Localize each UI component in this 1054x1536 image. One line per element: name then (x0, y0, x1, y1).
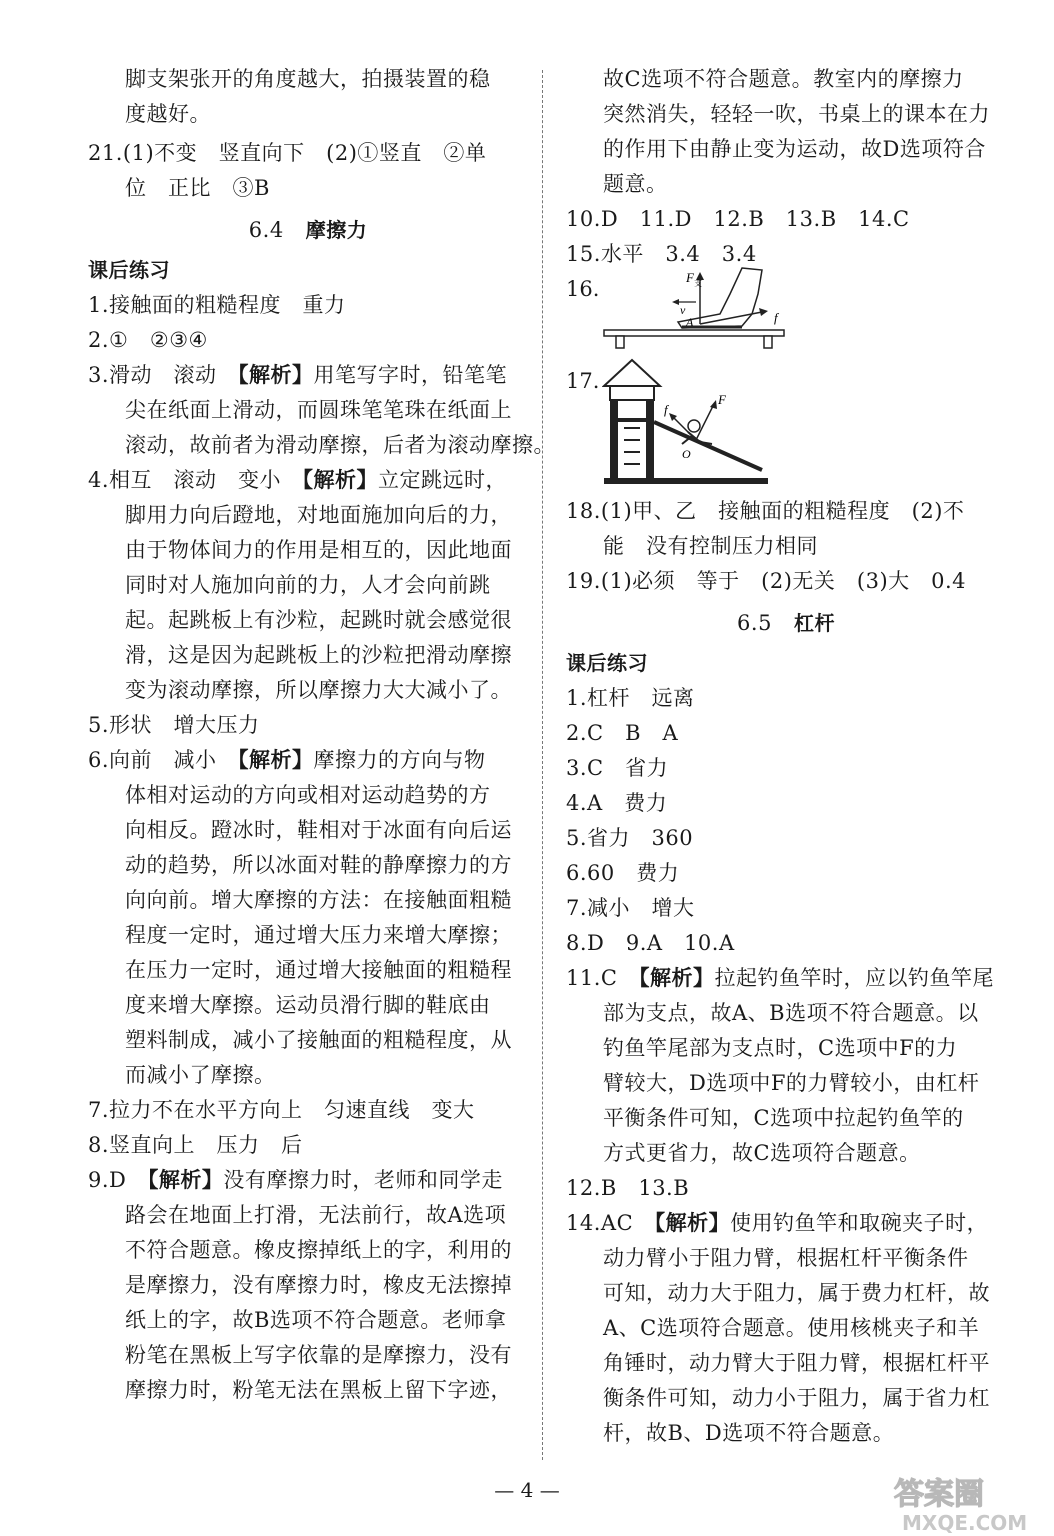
answer-21: 21.(1)不变 竖直向下 (2)①竖直 ②单 (88, 141, 487, 165)
left-column (88, 62, 555, 1408)
velocity-label: v (680, 303, 686, 317)
text-line: 的作用下由静止变为运动，故D选项符合 (603, 137, 986, 161)
answer-text: 用笔写字时，铅笔笔 (313, 363, 508, 387)
slide-surface (654, 422, 762, 470)
answer-text: 6.向前 减小 (88, 748, 239, 772)
slide-tower-top (610, 386, 654, 400)
answer-2: 2.C B A (566, 721, 679, 745)
answer-text: 3.滑动 滚动 (88, 363, 239, 387)
page-number: — 4 — (494, 1478, 560, 1502)
friction-label: f (664, 402, 668, 417)
text-line: 是摩擦力，没有摩擦力时，橡皮无法擦掉 (125, 1273, 512, 1297)
slide-platform (618, 418, 646, 422)
ground (604, 478, 768, 484)
answer-6 (88, 743, 528, 778)
text-line: 脚支架张开的角度越大，拍摄装置的稳 (125, 67, 491, 91)
practice-heading: 课后练习 (88, 258, 170, 282)
answer-4 (88, 463, 528, 498)
answer-12-13: 12.B 13.B (566, 1176, 690, 1200)
point-a-label: A (686, 315, 694, 329)
text-line: 变为滚动摩擦，所以摩擦力大大减小了。 (125, 678, 512, 702)
text-line: 位 正比 ③B (125, 176, 270, 200)
text-line: 平衡条件可知，C选项中拉起钓鱼竿的 (603, 1106, 964, 1130)
answer-15: 15.水平 3.4 3.4 (566, 242, 757, 266)
analysis-tag: 【解析】 (654, 1211, 731, 1235)
answer-4: 4.A 费力 (566, 791, 668, 815)
practice-heading: 课后练习 (566, 651, 648, 675)
answer-text: 使用钓鱼竿和取碗夹子时， (730, 1211, 989, 1235)
analysis-tag: 【解析】 (302, 468, 379, 492)
text-line: 突然消失，轻轻一吹，书桌上的课本在力 (603, 102, 990, 126)
arrow-head (759, 308, 768, 316)
figure-17-label: 17. (566, 369, 600, 393)
bench-top (604, 330, 784, 336)
text-line: 由于物体间力的作用是相互的，因此地面 (125, 538, 512, 562)
text-line: 纸上的字，故B选项不符合题意。老师拿 (125, 1308, 507, 1332)
answer-11 (566, 961, 1006, 996)
force-label: F (718, 392, 726, 407)
analysis-tag: 【解析】 (238, 363, 314, 387)
answer-text: 拉起钓鱼竿时，应以钓鱼竿尾 (714, 966, 994, 990)
section-name: 摩擦力 (305, 218, 368, 242)
text-line: 动力臂小于阻力臂，根据杠杆平衡条件 (603, 1246, 969, 1270)
text-line: 衡条件可知，动力小于阻力，属于省力杠 (603, 1386, 990, 1410)
column-divider (542, 70, 543, 1460)
text-line: 起。起跳板上有沙粒，起跳时就会感觉很 (125, 608, 512, 632)
support-force-label: F (686, 270, 694, 285)
answer-8: 8.竖直向上 压力 后 (88, 1133, 303, 1157)
text-line: 尖在纸面上滑动，而圆珠笔笔珠在纸面上 (125, 398, 512, 422)
answer-text: 14.AC (566, 1211, 655, 1235)
text-line: 程度一定时，通过增大压力来增大摩擦； (125, 923, 512, 947)
text-line: 摩擦力时，粉笔无法在黑板上留下字迹， (125, 1378, 512, 1402)
section-title-6-4 (88, 212, 528, 247)
text-line: 可知，动力大于阻力，属于费力杠杆，故 (603, 1281, 990, 1305)
text-line: 而减小了摩擦。 (125, 1063, 276, 1087)
skater-foot-diagram (602, 264, 792, 360)
right-column (566, 62, 1006, 1451)
figure-16-label: 16. (566, 277, 600, 301)
text-line: 部为支点，故A、B选项不符合题意。以 (603, 1001, 979, 1025)
text-line: 钓鱼竿尾部为支点时，C选项中F的力 (603, 1036, 958, 1060)
analysis-tag: 【解析】 (147, 1168, 224, 1192)
text-line: 度来增大摩擦。运动员滑行脚的鞋底由 (125, 993, 491, 1017)
watermark-text: 答案圈 (894, 1477, 984, 1512)
text-line: 题意。 (603, 172, 668, 196)
friction-label: f (774, 310, 778, 325)
answer-7: 7.减小 增大 (566, 896, 695, 920)
answer-text: 没有摩擦力时，老师和同学走 (223, 1168, 503, 1192)
bench-leg-right (764, 336, 772, 348)
text-line: 臂较大，D选项中F的力臂较小，由杠杆 (603, 1071, 980, 1095)
text-line: 滚动，故前者为滑动摩擦，后者为滚动摩擦。 (125, 433, 555, 457)
section-name: 杠杆 (793, 611, 835, 635)
text-line: 不符合题意。橡皮擦掉纸上的字，利用的 (125, 1238, 512, 1262)
answer-3: 3.C 省力 (566, 756, 669, 780)
answer-19: 19.(1)必须 等于 (2)无关 (3)大 0.4 (566, 569, 967, 593)
arrow-head (672, 299, 679, 305)
support-force-subscript: 支 (694, 279, 702, 288)
answer-8-10: 8.D 9.A 10.A (566, 931, 735, 955)
watermark-url: MXQE.COM (902, 1511, 1028, 1535)
text-line: 向相反。蹬冰时，鞋相对于冰面有向后运 (125, 818, 512, 842)
watermark-logo (880, 1470, 1040, 1536)
text-line: 脚用力向后蹬地，对地面施加向后的力， (125, 503, 512, 527)
text-line: 塑料制成，减小了接触面的粗糙程度，从 (125, 1028, 512, 1052)
answer-7: 7.拉力不在水平方向上 匀速直线 变大 (88, 1098, 475, 1122)
figure-17 (566, 364, 1006, 494)
answer-2: 2.① ②③④ (88, 328, 208, 352)
answer-10-14: 10.D 11.D 12.B 13.B 14.C (566, 207, 910, 231)
child-head (688, 420, 700, 432)
answer-text: 9.D (88, 1168, 148, 1192)
slide-diagram (602, 358, 772, 488)
slide-post-left (610, 400, 618, 480)
text-line: 能 没有控制压力相同 (603, 534, 818, 558)
arrow-head (710, 400, 717, 409)
answer-text: 11.C (566, 966, 639, 990)
text-line: 体相对运动的方向或相对运动趋势的方 (125, 783, 491, 807)
figure-16 (566, 272, 1006, 364)
text-line: 杆，故B、D选项不符合题意。 (603, 1421, 895, 1445)
answer-9 (88, 1163, 528, 1198)
slide-roof (604, 360, 660, 386)
analysis-tag: 【解析】 (638, 966, 715, 990)
answer-5: 5.形状 增大压力 (88, 713, 260, 737)
section-number: 6.4 (248, 218, 284, 242)
answer-text: 摩擦力的方向与物 (313, 748, 486, 772)
answer-14 (566, 1206, 1006, 1241)
text-line: 向向前。增大摩擦的方法：在接触面粗糙 (125, 888, 512, 912)
point-o-label: O (682, 447, 691, 461)
section-title-6-5 (566, 605, 1006, 640)
text-line: 角锤时，动力臂大于阻力臂，根据杠杆平 (603, 1351, 990, 1375)
text-line: 动的趋势，所以冰面对鞋的静摩擦力的方 (125, 853, 512, 877)
text-line: 同时对人施加向前的力，人才会向前跳 (125, 573, 491, 597)
answer-3 (88, 358, 528, 393)
text-line: A、C选项符合题意。使用核桃夹子和羊 (603, 1316, 980, 1340)
answer-5: 5.省力 360 (566, 826, 694, 850)
answer-1: 1.杠杆 远离 (566, 686, 695, 710)
text-line: 故C选项不符合题意。教室内的摩擦力 (603, 67, 964, 91)
analysis-tag: 【解析】 (238, 748, 314, 772)
text-line: 在压力一定时，通过增大接触面的粗糙程 (125, 958, 512, 982)
bench-leg-left (616, 336, 624, 348)
answer-18: 18.(1)甲、乙 接触面的粗糙程度 (2)不 (566, 499, 965, 523)
slide-post-right (646, 400, 654, 480)
section-number: 6.5 (737, 611, 772, 635)
text-line: 方式更省力，故C选项符合题意。 (603, 1141, 921, 1165)
text-line: 路会在地面上打滑，无法前行，故A选项 (125, 1203, 507, 1227)
answer-6: 6.60 费力 (566, 861, 680, 885)
text-line: 滑，这是因为起跳板上的沙粒把滑动摩擦 (125, 643, 512, 667)
text-line: 粉笔在黑板上写字依靠的是摩擦力，没有 (125, 1343, 512, 1367)
answer-1: 1.接触面的粗糙程度 重力 (88, 293, 346, 317)
text-line: 度越好。 (125, 102, 211, 126)
answer-text: 4.相互 滚动 变小 (88, 468, 303, 492)
answer-text: 立定跳远时， (378, 468, 508, 492)
